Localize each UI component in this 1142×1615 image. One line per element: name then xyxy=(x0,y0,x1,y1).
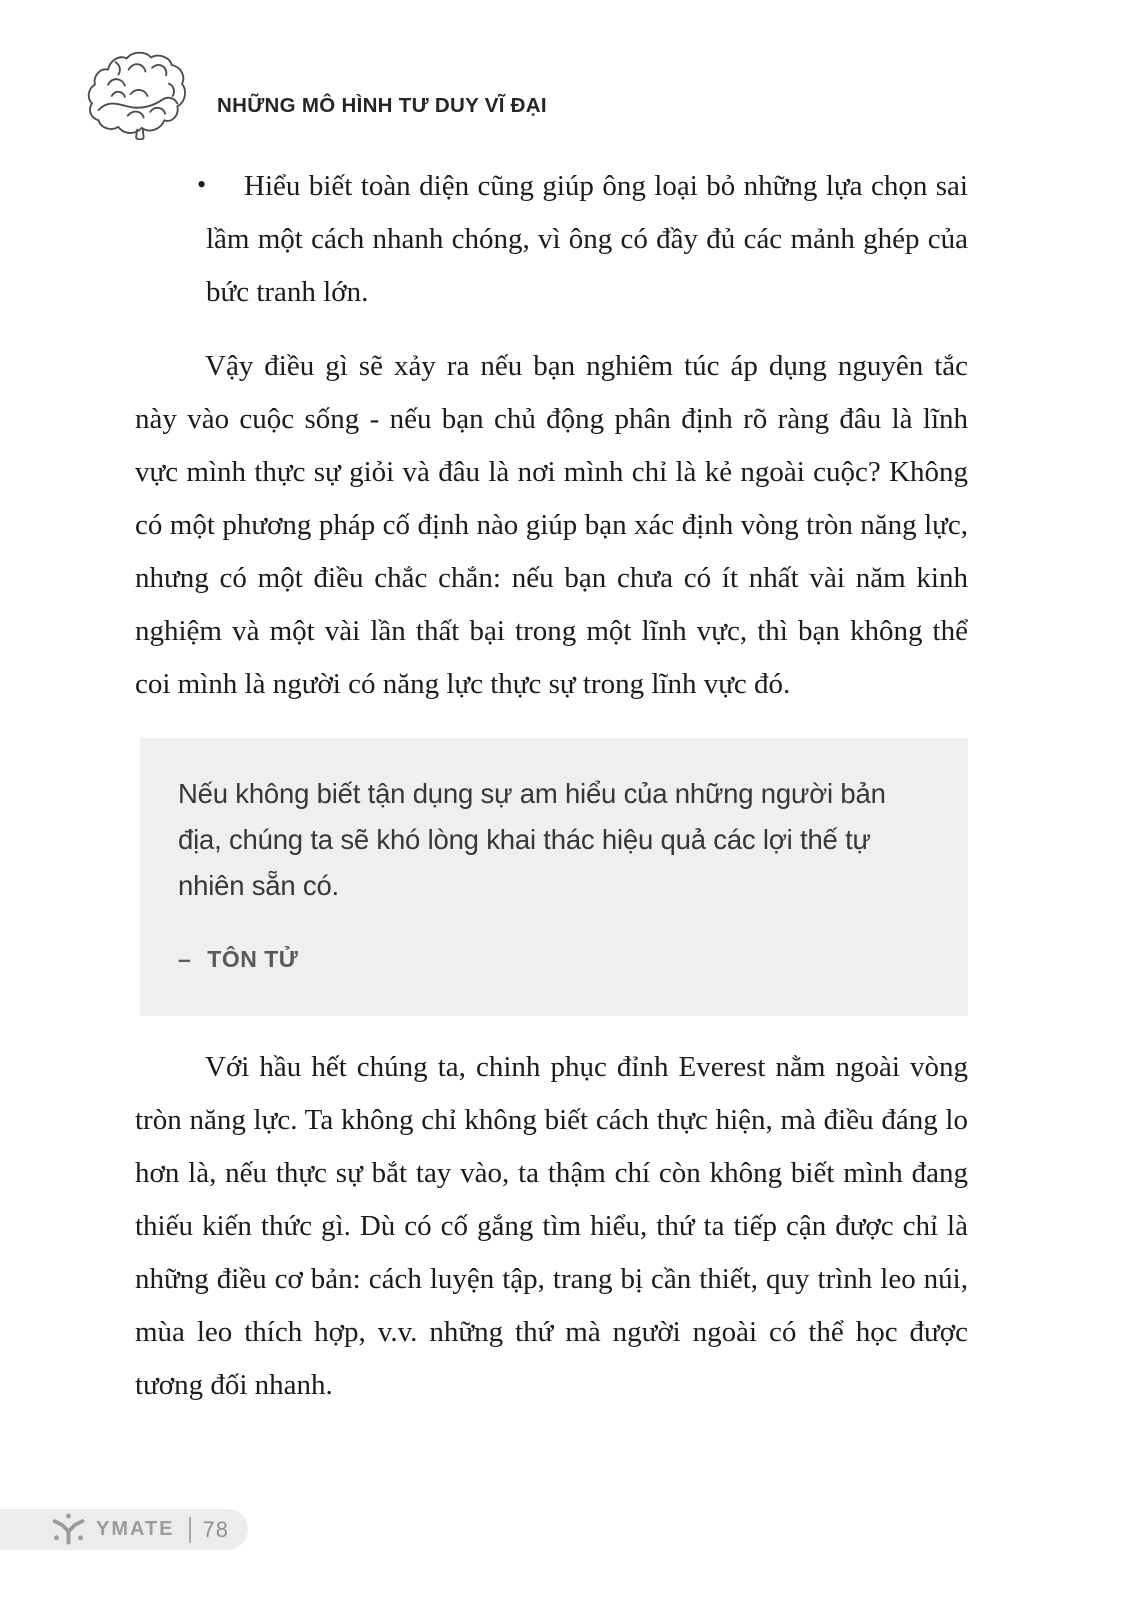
page-title: NHỮNG MÔ HÌNH TƯ DUY VĨ ĐẠI xyxy=(217,94,547,117)
footer-brand: YMATE xyxy=(96,1518,175,1540)
footer-pill xyxy=(0,1509,248,1550)
quote-author: TÔN TỬ xyxy=(207,946,299,972)
ymate-logo-icon xyxy=(50,1511,87,1548)
quote-text: Nếu không biết tận dụng sự am hiểu của những người bản địa, chúng ta sẽ khó lòng khai thác hiệu quả các lợi thế tự nhiên sẵn có. xyxy=(178,778,886,901)
bullet-marker: • xyxy=(197,170,207,199)
page-header xyxy=(0,0,1142,150)
paragraph-1: Vậy điều gì sẽ xảy ra nếu bạn nghiêm túc áp dụng nguyên tắc này vào cuộc sống - nếu bạn chủ động phân định rõ ràng đâu là lĩnh vực mình thực sự giỏi và đâu là nơi mình chỉ là kẻ ngoài cuộc? Không có một phương pháp cố định nào giúp bạn xác định vòng tròn năng lực, nhưng có một điều chắc chắn: nếu bạn chưa có ít nhất vài năm kinh nghiệm và một vài lần thất bại trong một lĩnh vực, thì bạn không thể coi mình là người có năng lực thực sự trong lĩnh vực đó. xyxy=(135,350,968,700)
paragraph-2: Với hầu hết chúng ta, chinh phục đỉnh Everest nằm ngoài vòng tròn năng lực. Ta không chỉ không biết cách thực hiện, mà điều đáng lo hơn là, nếu thực sự bắt tay vào, ta thậm chí còn không biết mình đang thiếu kiến thức gì. Dù có cố gắng tìm hiểu, thứ ta tiếp cận được chỉ là những điều cơ bản: cách luyện tập, trang bị cần thiết, quy trình leo núi, mùa leo thích hợp, v.v. những thứ mà người ngoài có thể học được tương đối nhanh. xyxy=(135,1051,968,1401)
bullet-list-item xyxy=(135,160,968,319)
quote-dash: – xyxy=(178,946,192,972)
page-content xyxy=(135,160,968,1412)
quote-box xyxy=(140,738,968,1016)
footer-page-number: 78 xyxy=(202,1516,229,1542)
footer-divider xyxy=(189,1517,191,1543)
bullet-text: Hiểu biết toàn diện cũng giúp ông loại bỏ những lựa chọn sai lầm một cách nhanh chóng, vì ông có đầy đủ các mảnh ghép của bức tranh lớn. xyxy=(206,170,968,308)
brain-icon xyxy=(86,50,190,140)
quote-attribution xyxy=(178,933,922,986)
